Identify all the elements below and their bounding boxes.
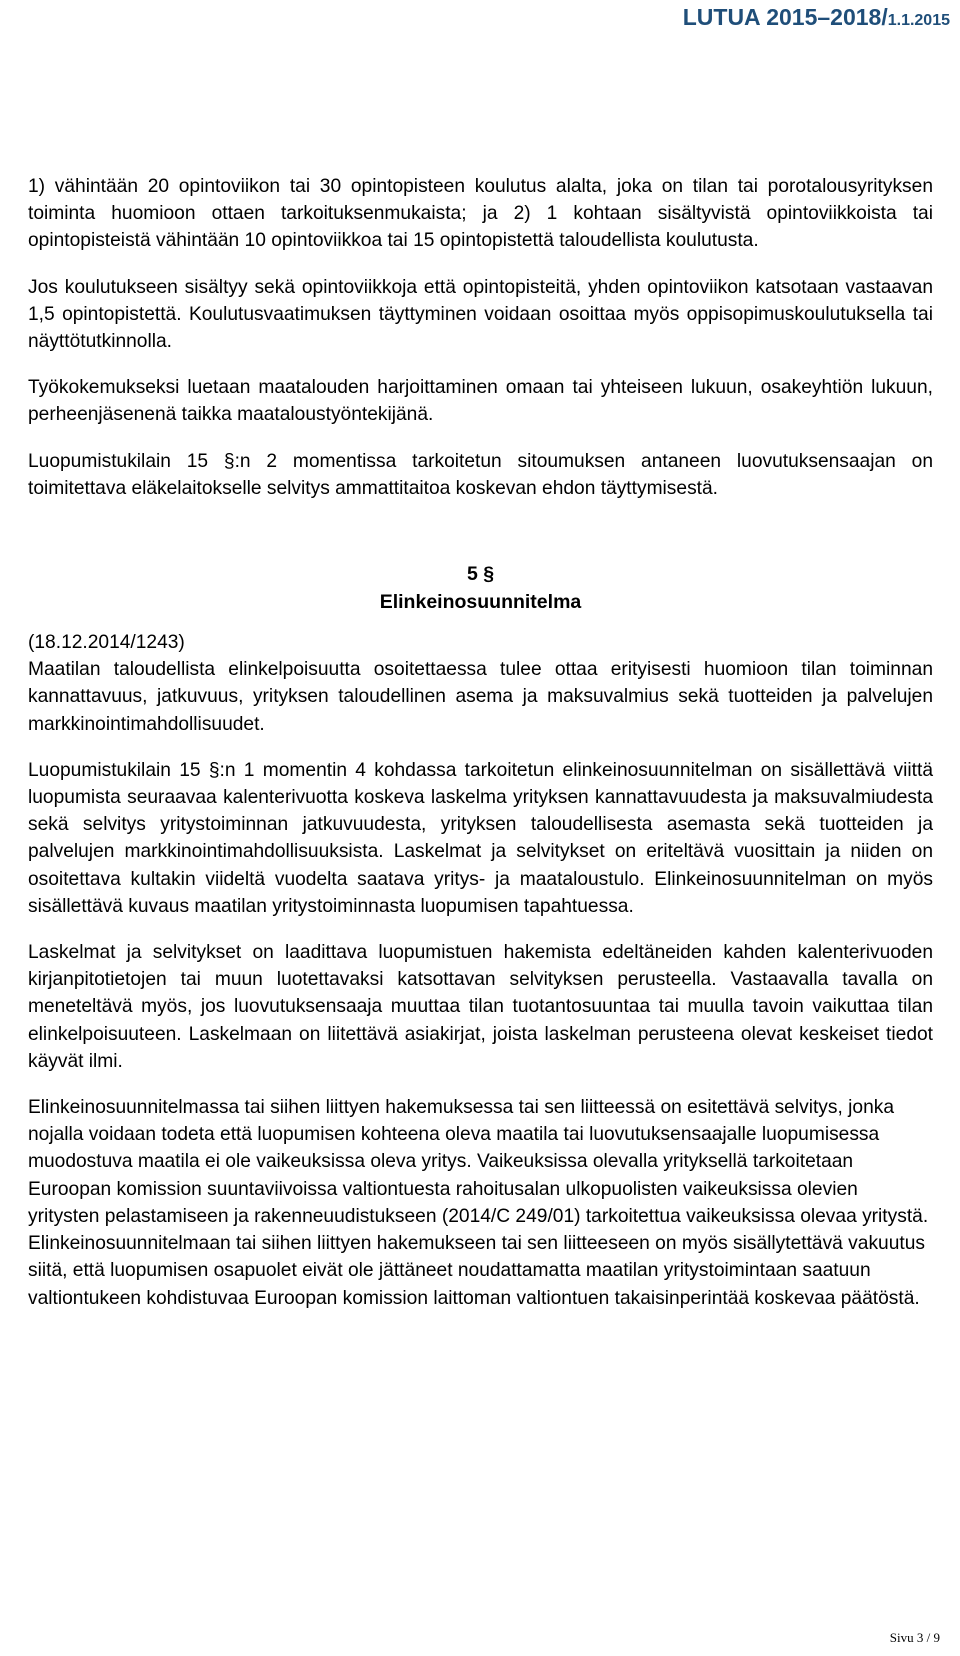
- section-title: Elinkeinosuunnitelma: [379, 591, 582, 614]
- header-title: LUTUA 2015–2018/: [682, 4, 888, 30]
- paragraph-pension-report: Luopumistukilain 15 §:n 2 momentissa tarkoitetun sitoumuksen antaneen luovutuksensaajan on toimitettava eläkelaitokselle selvitys ammattitaitoa koskevan ehdon täyttymisestä.: [28, 450, 933, 499]
- document-header: [683, 4, 950, 31]
- section-number: 5 §: [466, 563, 495, 586]
- paragraph-business-plan-content: Luopumistukilain 15 §:n 1 momentin 4 kohdassa tarkoitetun elinkeinosuunnitelman on sisällettävä viittä luopumista seuraavaa kalenterivuotta koskeva laskelma yrityksen kannattavuudesta ja maksuvalmiudesta sekä selvitys yritystoiminnan jatkuvuudesta, yrityksen taloudellisesta asemasta sekä tuotteiden ja palvelujen markkinointimahdollisuuksista. Laskelmat ja selvitykset on eriteltävä vuosittain ja niiden on osoitettava kultakin viideltä vuodelta saatava yritys- ja maataloustulo. Elinkeinosuunnitelman on myös sisällettävä kuvaus maatilan yritystoiminnasta luopumisen tapahtuessa.: [28, 759, 933, 917]
- section-date-reference: (18.12.2014/1243): [28, 632, 185, 654]
- paragraph-calculations: Laskelmat ja selvitykset on laadittava luopumistuen hakemista edeltäneiden kahden kalenterivuoden kirjanpitotietojen tai muun luotettavaksi katsottavan selvityksen perusteella. Vastaavalla tavalla on meneteltävä myös, jos luovutuksensaaja muuttaa tilan tuotantosuuntaa tai muulla tavoin vaikuttaa tilan elinkelpoisuuteen. Laskelmaan on liitettävä asiakirjat, joista laskelman perusteena olevat keskeiset tiedot käyvät ilmi.: [28, 942, 933, 1072]
- paragraph-work-experience: Työkokemukseksi luetaan maatalouden harjoittaminen omaan tai yhteiseen lukuun, osakeyhtiön lukuun, perheenjäsenenä taikka maataloustyöntekijänä.: [28, 377, 933, 426]
- header-date: 1.1.2015: [887, 12, 950, 29]
- paragraph-economic-viability: Maatilan taloudellista elinkelpoisuutta osoitettaessa tulee ottaa erityisesti huomioon tilan toiminnan kannattavuus, jatkuvuus, yrityksen taloudellinen asema ja maksuvalmius sekä tuotteiden ja palvelujen markkinointimahdollisuudet.: [28, 659, 933, 735]
- paragraph-credit-equivalence: Jos koulutukseen sisältyy sekä opintoviikkoja että opintopisteitä, yhden opintoviikon katsotaan vastaavan 1,5 opintopistettä. Koulutusvaatimuksen täyttyminen voidaan osoittaa myös oppisopimuskoulutuksella tai näyttötutkinnolla.: [28, 276, 933, 353]
- document-body: [28, 173, 933, 1331]
- section-heading: [28, 560, 933, 616]
- paragraph-undertaking-in-difficulty: Elinkeinosuunnitelmassa tai siihen liittyen hakemuksessa tai sen liitteessä on esitettävä selvitys, jonka nojalla voidaan todeta että luopumisen kohteena oleva maatila tai luovutuksensaajalle luopumisessa muodostuva maatila ei ole vaikeuksissa oleva yritys. Vaikeuksissa olevalla yrityksellä tarkoitetaan Euroopan komission suuntaviivoissa valtiontuesta rahoitusalan ulkopuolisten vaikeuksissa olevien yritysten pelastamiseen ja rakenneuudistukseen (2014/C 249/01) tarkoitettua vaikeuksissa olevaa yritystä. Elinkeinosuunnitelmaan tai siihen liittyen hakemukseen tai sen liitteeseen on myös sisällytettävä vakuutus siitä, että luopumisen osapuolet eivät ole jättäneet noudattamatta maatilan yritystoimintaan saatuun valtiontukeen kohdistuvaa Euroopan komission laittoman valtiontuen takaisinperintää koskevaa päätöstä.: [28, 1097, 929, 1309]
- paragraph-education-requirement: 1) vähintään 20 opintoviikon tai 30 opintopisteen koulutus alalta, joka on tilan tai porotalousyrityksen toiminta huomioon ottaen tarkoituksenmukaista; ja 2) 1 kohtaan sisältyvistä opintoviikkoista tai opintopisteistä vähintään 10 opintoviikkoa tai 15 opintopistettä taloudellista koulutusta.: [28, 176, 933, 252]
- page-number: Sivu 3 / 9: [889, 1630, 940, 1645]
